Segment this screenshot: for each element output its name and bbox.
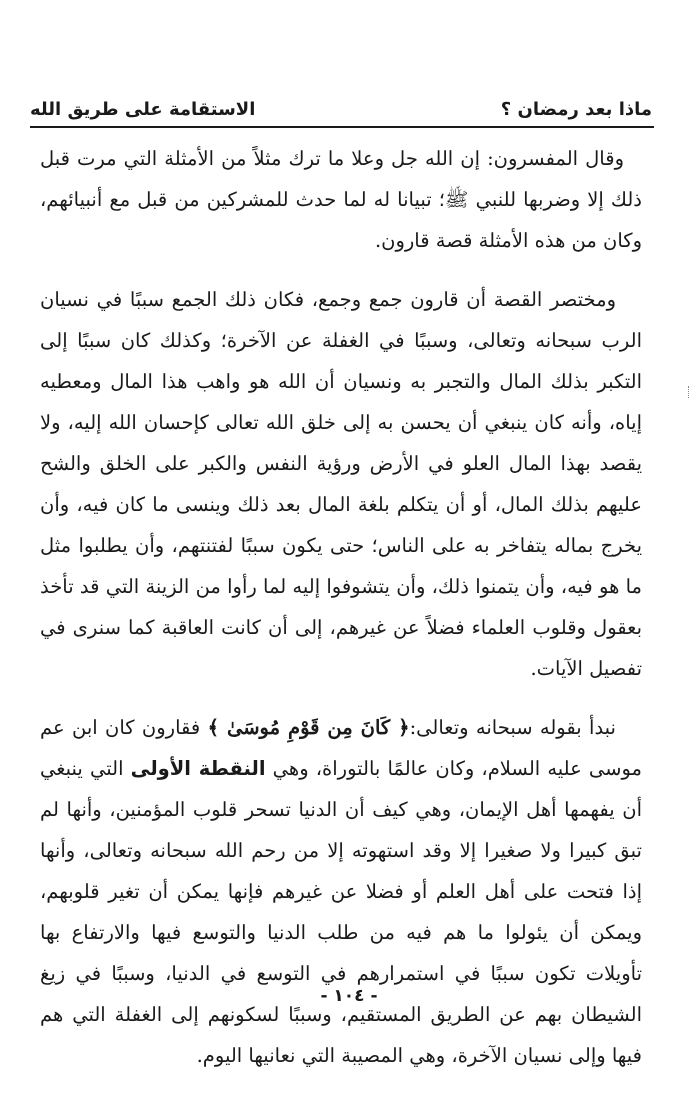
paragraph-3-middle: فقارون كان ابن عم موسى عليه السلام، وكان عالمًا بالتوراة، وهي: [40, 716, 642, 780]
page-number: - ١٠٤ -: [320, 986, 378, 1006]
paragraph-2: ومختصر القصة أن قارون جمع وجمع، فكان ذلك الجمع سببًا في نسيان الرب سبحانه وتعالى، وسببًا في الغفلة عن الآخرة؛ وكذلك كان سببًا إلى التكبر بذلك المال والتجبر به ونسيان أن الله هو واهب هذا المال ومعطيه إياه، وأنه كان ينبغي أن يحسن به إلى خلق الله تعالى كإحسان الله إليه، ولا يقصد بهذا المال العلو في الأرض ورؤية النفس والكبر على الخلق والشح عليهم بذلك المال، أو أن يتكلم بلغة المال بعد ذلك وينسى ما كان فيه، وأن يخرج بماله يتفاخر به على الناس؛ حتى يكون سببًا لفتنتهم، وأن يطلبوا مثل ما هو فيه، وأن يتمنوا ذلك، وأن يتشوفوا إليه لما رأوا من الزينة التي قد تأخذ بعقول وقلوب العلماء فضلاً عن غيرهم، إلى أن كانت العاقبة كما سنرى في تفصيل الآيات.: [40, 288, 642, 680]
header-divider: [30, 126, 654, 128]
body-text: [40, 138, 642, 1094]
running-header: [30, 86, 652, 124]
header-chapter-title: الاستقامة على طريق الله: [30, 99, 256, 120]
paragraph-3-intro: نبدأ بقوله سبحانه وتعالى:: [409, 716, 616, 739]
paragraph-3: [40, 707, 642, 1076]
margin-mark: [688, 386, 690, 398]
quran-verse: ﴿ كَانَ مِن قَوْمِ مُوسَىٰ ﴾: [207, 716, 410, 739]
header-book-title: ماذا بعد رمضان ؟: [500, 99, 652, 120]
paragraph-3-rest: التي ينبغي أن يفهمها أهل الإيمان، وهي كيف أن الدنيا تسحر قلوب المؤمنين، وأنها لم تبق كبيرا ولا صغيرا إلا وقد استهوته إلا من رحم الله سبحانه وتعالى، وأنها إذا فتحت على أهل العلم أو فضلا عن غيرهم فإنها يمكن أن تغير قلوبهم، ويمكن أن يئولوا ما هم فيه من طلب الدنيا والتوسع فيها والارتفاع بها تأويلات تكون سببًا في استمرارهم في التوسع في الدنيا، وسببًا في زيغ الشيطان بهم عن الطريق المستقيم، وسببًا لسكونهم إلى الغفلة التي هم فيها وإلى نسيان الآخرة، وهي المصيبة التي نعانيها اليوم.: [40, 757, 642, 1067]
paragraph-1: وقال المفسرون: إن الله جل وعلا ما ترك مثلاً من الأمثلة التي مرت قبل ذلك إلا وضربها للنبي ﷺ؛ تبيانا له لما حدث للمشركين من قبل مع أنبيائهم، وكان من هذه الأمثلة قصة قارون.: [40, 147, 642, 252]
emphasis-first-point: النقطة الأولى: [130, 757, 266, 780]
